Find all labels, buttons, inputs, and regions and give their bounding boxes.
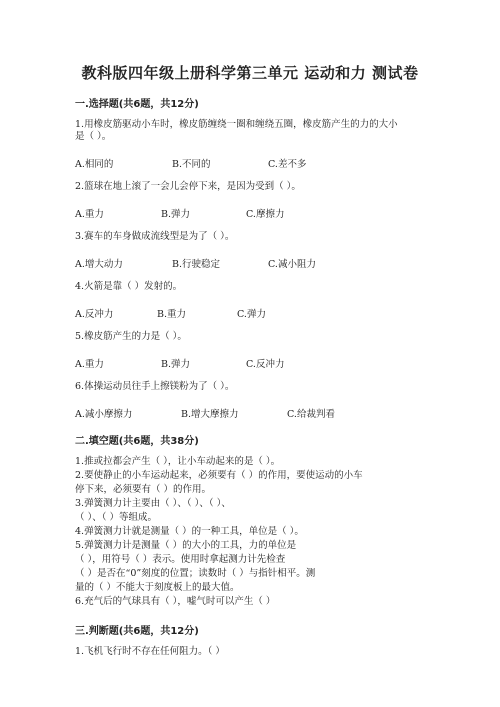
- option-a: A.重力: [75, 209, 104, 220]
- option-c: C.摩擦力: [246, 209, 285, 220]
- fill-line: 1.推或拉都会产生（ ），让小车动起来的是（ ）。: [75, 456, 281, 467]
- question-text: 1.飞机飞行时不存在任何阻力。（ ）: [75, 646, 225, 657]
- section-heading-fill: 二.填空题(共6题，共38分): [75, 436, 199, 447]
- option-c: C.反冲力: [246, 359, 285, 370]
- option-c: C.减小阻力: [268, 259, 316, 270]
- option-b: B.增大摩擦力: [181, 409, 239, 420]
- option-b: B.弹力: [161, 209, 191, 220]
- option-b: B.行驶稳定: [172, 259, 221, 270]
- option-c: C.弹力: [237, 309, 266, 320]
- fill-line: 3.弹簧测力计主要由（ ）、（ ）、（ ）、: [75, 498, 231, 509]
- fill-line: 量的（ ）不能大于刻度板上的最大值。: [75, 582, 240, 593]
- page-title: 教科版四年级上册科学第三单元 运动和力 测试卷: [81, 64, 419, 82]
- fill-line: （ ）、（ ）等组成。: [75, 512, 158, 523]
- fill-line: 4.弹簧测力计就是测量（ ）的一种工具，单位是（ ）。: [75, 526, 304, 537]
- question-text: 1.用橡皮筋驱动小车时，橡皮筋缠绕一圈和缠绕五圈，橡皮筋产生的力的大小: [75, 119, 398, 130]
- option-b: B.不同的: [172, 159, 211, 170]
- section-heading-judge: 三.判断题(共6题，共12分): [75, 626, 199, 637]
- question-text: 2.篮球在地上滚了一会儿会停下来，是因为受到（ ）。: [75, 181, 301, 192]
- option-c: C.给裁判看: [287, 409, 335, 420]
- question-text: 5.橡皮筋产生的力是（ ）。: [75, 331, 187, 342]
- option-b: B.重力: [157, 309, 187, 320]
- option-a: A.反冲力: [75, 309, 114, 320]
- fill-line: 6.充气后的气球具有（ ），嘘气时可以产生（ ）: [75, 596, 276, 607]
- option-a: A.增大动力: [75, 259, 123, 270]
- fill-line: （ ），用符号（ ）表示。使用时拿起测力计先检查: [75, 554, 286, 565]
- question-text: 是（ ）。: [75, 131, 112, 142]
- option-a: A.相同的: [75, 159, 114, 170]
- option-a: A.重力: [75, 359, 104, 370]
- section-heading-choice: 一.选择题(共6题，共12分): [75, 99, 199, 110]
- fill-line: （ ）是否在“0”刻度的位置；读数时（ ）与指针相平。测: [75, 568, 316, 579]
- fill-line: 5.弹簧测力计是测量（ ）的大小的工具，力的单位是: [75, 540, 297, 551]
- question-text: 6.体操运动员往手上擦镁粉为了（ ）。: [75, 381, 235, 392]
- option-c: C.差不多: [268, 159, 307, 170]
- question-text: 3.赛车的车身做成流线型是为了（ ）。: [75, 231, 235, 242]
- option-a: A.减小摩擦力: [75, 409, 133, 420]
- fill-line: 2.要使静止的小车运动起来，必须要有（ ）的作用，要使运动的小车: [75, 470, 363, 481]
- question-text: 4.火箭是靠（ ）发射的。: [75, 281, 183, 292]
- option-b: B.弹力: [161, 359, 191, 370]
- fill-line: 停下来，必须要有（ ）的作用。: [75, 484, 212, 495]
